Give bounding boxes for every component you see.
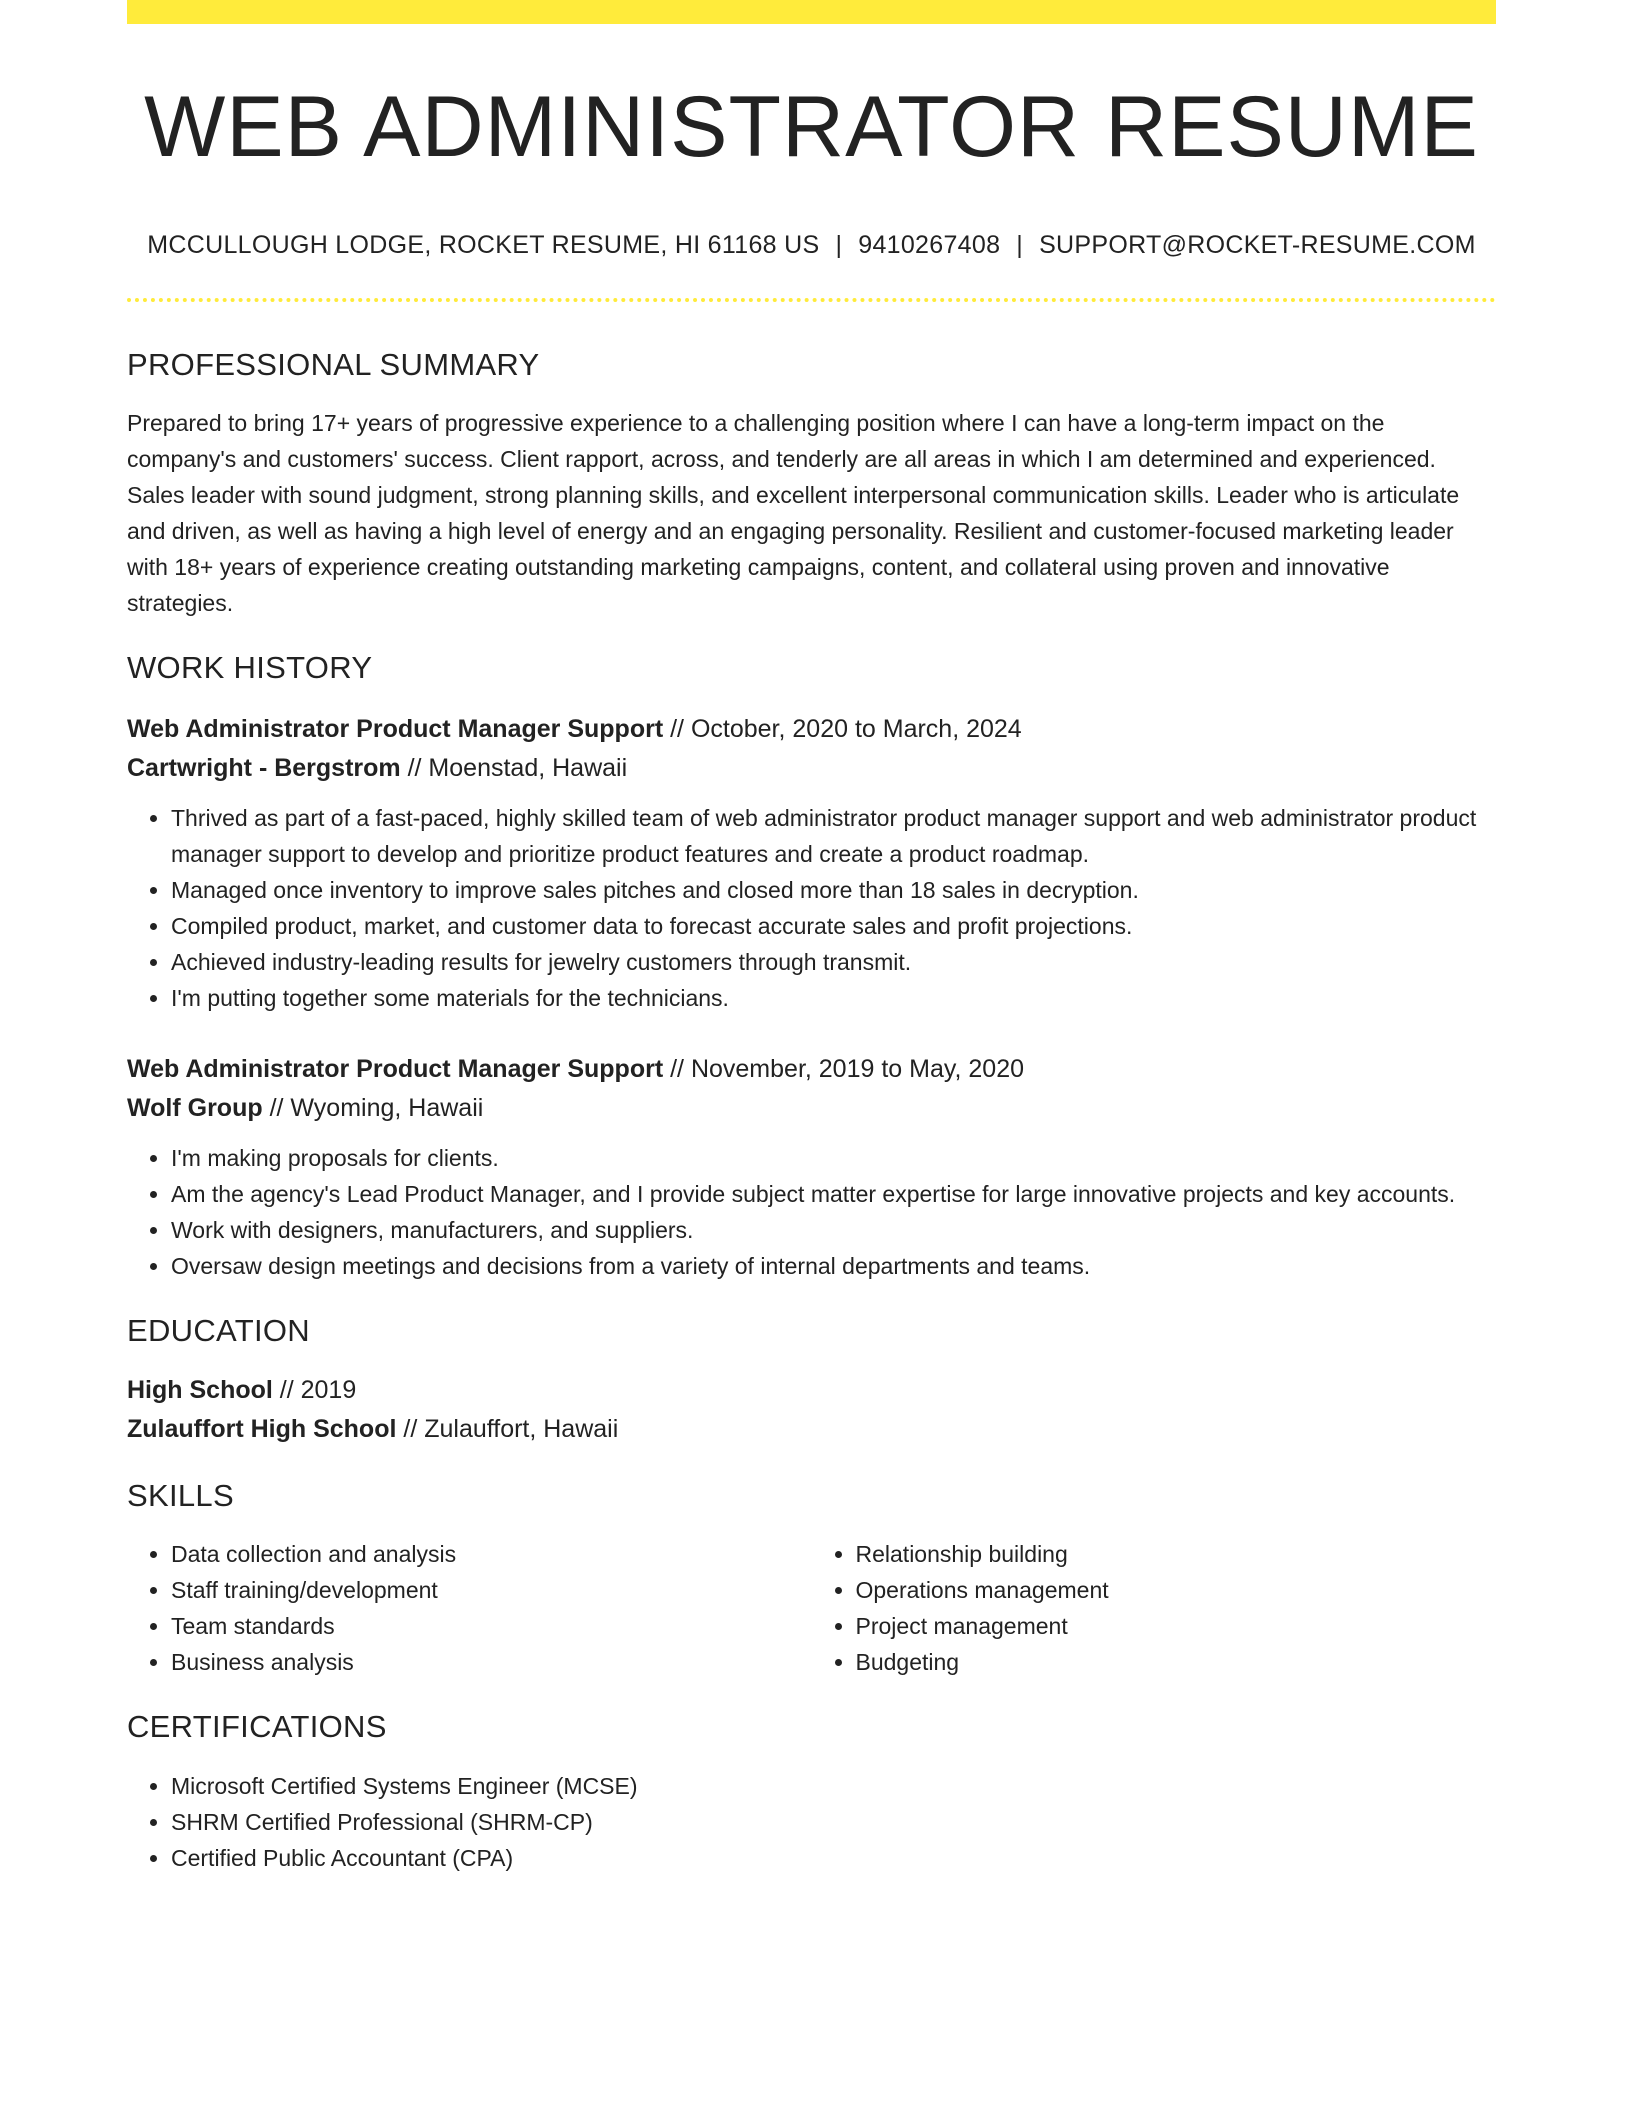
list-item: • Operations management: [856, 1572, 1497, 1608]
education-year: // 2019: [279, 1376, 357, 1405]
skills-right-list: [812, 1536, 1497, 1680]
job-company-line: [127, 749, 1496, 788]
list-item: • I'm putting together some materials for the technicians.: [171, 980, 1496, 1016]
job-dates: // November, 2019 to May, 2020: [670, 1054, 1025, 1083]
job-company-line: [127, 1089, 1496, 1128]
list-item: • Business analysis: [171, 1644, 812, 1680]
contact-separator: |: [1016, 230, 1024, 259]
list-item: • Work with designers, manufacturers, and suppliers.: [171, 1212, 1496, 1248]
contact-address: MCCULLOUGH LODGE, ROCKET RESUME, HI 61168 US: [147, 230, 820, 259]
list-item: • Team standards: [171, 1608, 812, 1644]
list-item: • Managed once inventory to improve sales pitches and closed more than 18 sales in decryption.: [171, 872, 1496, 908]
education-school-line: [127, 1410, 1496, 1449]
skills-heading: SKILLS: [127, 1478, 234, 1514]
education-school: Zulauffort High School: [127, 1415, 397, 1444]
contact-line: [127, 231, 1496, 260]
list-item: • Certified Public Accountant (CPA): [171, 1840, 1496, 1876]
list-item: • Relationship building: [856, 1536, 1497, 1572]
list-item: • I'm making proposals for clients.: [171, 1140, 1496, 1176]
skills-left-list: [127, 1536, 812, 1680]
contact-separator: |: [835, 230, 843, 259]
job-bullets: [127, 800, 1496, 1016]
list-item: • Microsoft Certified Systems Engineer (MCSE): [171, 1768, 1496, 1804]
job-entry: [127, 1050, 1496, 1284]
list-item: • Thrived as part of a fast-paced, highly skilled team of web administrator product manager support and web administrator product manager support to develop and prioritize product features and create a product roadmap.: [171, 800, 1496, 872]
list-item: • Staff training/development: [171, 1572, 812, 1608]
list-item: • Data collection and analysis: [171, 1536, 812, 1572]
contact-phone: 9410267408: [858, 230, 1001, 259]
education-degree: High School: [127, 1376, 273, 1405]
job-location: // Wyoming, Hawaii: [269, 1093, 484, 1122]
job-company: Cartwright - Bergstrom: [127, 753, 401, 782]
education-location: // Zulauffort, Hawaii: [403, 1415, 619, 1444]
resume-page: [127, 0, 1496, 1876]
job-entry: [127, 710, 1496, 1016]
job-title-line: [127, 710, 1496, 749]
education-entry: [127, 1371, 1496, 1449]
job-title-line: [127, 1050, 1496, 1089]
job-bullets: [127, 1140, 1496, 1284]
list-item: • Project management: [856, 1608, 1497, 1644]
education-degree-line: [127, 1371, 1496, 1410]
resume-title: WEB ADMINISTRATOR RESUME: [144, 79, 1479, 175]
list-item: • Am the agency's Lead Product Manager, and I provide subject matter expertise for large innovative projects and key accounts.: [171, 1176, 1496, 1212]
list-item: • Budgeting: [856, 1644, 1497, 1680]
education-heading: EDUCATION: [127, 1312, 310, 1348]
job-title: Web Administrator Product Manager Support: [127, 1054, 664, 1083]
summary-heading: PROFESSIONAL SUMMARY: [127, 346, 540, 382]
job-dates: // October, 2020 to March, 2024: [670, 714, 1022, 743]
header-divider: [127, 298, 1496, 302]
certifications-heading: CERTIFICATIONS: [127, 1709, 387, 1745]
top-accent-bar: [127, 0, 1496, 24]
contact-email: SUPPORT@ROCKET-RESUME.COM: [1039, 230, 1476, 259]
list-item: • Oversaw design meetings and decisions from a variety of internal departments and teams.: [171, 1248, 1496, 1284]
skills-columns: [127, 1536, 1496, 1680]
list-item: • SHRM Certified Professional (SHRM-CP): [171, 1804, 1496, 1840]
job-location: // Moenstad, Hawaii: [407, 753, 628, 782]
list-item: • Compiled product, market, and customer data to forecast accurate sales and profit projections.: [171, 908, 1496, 944]
job-title: Web Administrator Product Manager Support: [127, 714, 664, 743]
certifications-list: [127, 1768, 1496, 1876]
list-item: • Achieved industry-leading results for jewelry customers through transmit.: [171, 944, 1496, 980]
job-company: Wolf Group: [127, 1093, 263, 1122]
summary-text: Prepared to bring 17+ years of progressive experience to a challenging position where I can have a long-term impact on the company's and customers' success. Client rapport, across, and tenderly are all areas in which I am determined and experienced. Sales leader with sound judgment, strong planning skills, and excellent interpersonal communication skills. Leader who is articulate and driven, as well as having a high level of energy and an engaging personality. Resilient and customer-focused marketing leader with 18+ years of experience creating outstanding marketing campaigns, content, and collateral using proven and innovative strategies.: [127, 409, 1460, 616]
work-history-heading: WORK HISTORY: [127, 649, 373, 685]
